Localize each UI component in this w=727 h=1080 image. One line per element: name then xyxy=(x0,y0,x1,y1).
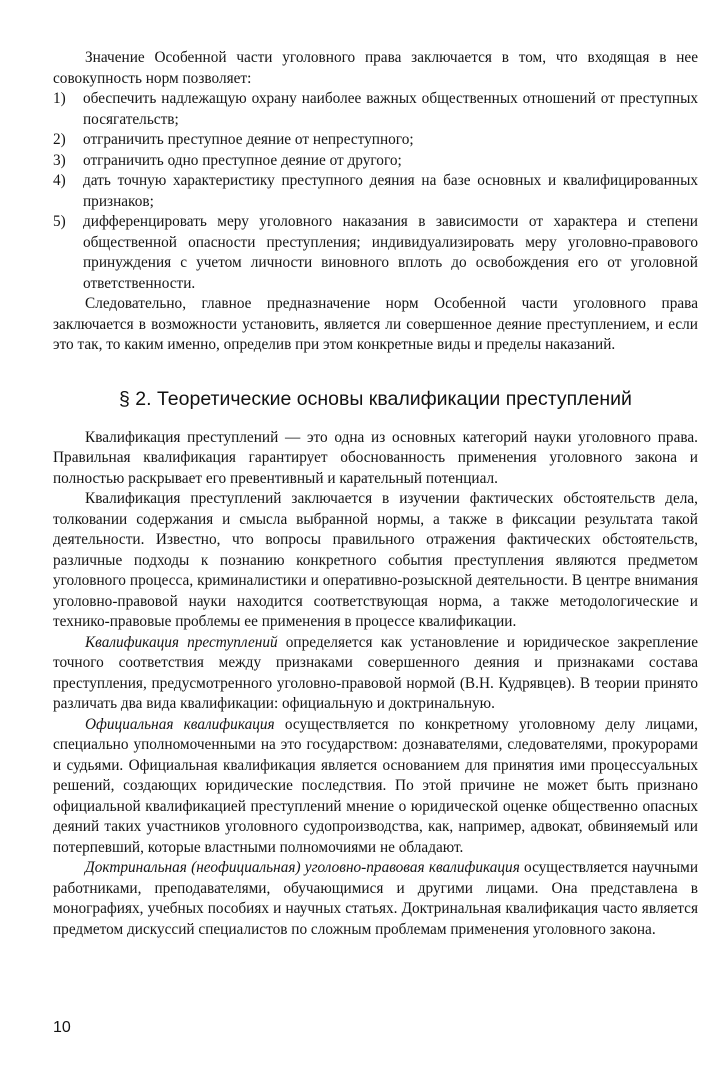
list-item xyxy=(53,130,698,151)
list-item xyxy=(53,171,698,212)
list-item-number: 5) xyxy=(53,213,66,230)
intro-paragraph: Значение Особенной части уголовного права заключается в том, что входящая в нее совокупность норм позволяет: xyxy=(53,49,698,87)
qualification-term-paragraph xyxy=(53,633,698,715)
qualification-process-paragraph: Квалификация преступлений заключается в изучении фактических обстоятельств дела, толковании содержания и смысла выбранной нормы, а также в фиксации результата такой деятельности. Известно, что вопросы правильного отражения фактических обстоятельств, различные подходы к познанию конкретного события преступления являются предметом уголовного процесса, криминалистики и оперативно-розыскной деятельности. В центре внимания уголовно-правовой науки находится соответствующая норма, а также методологические и технико-правовые проблемы ее применения в процессе квалификации. xyxy=(53,490,698,630)
list-item-text: дифференцировать меру уголовного наказания в зависимости от характера и степени общественной опасности преступления; индивидуализировать меру уголовно-правового принуждения с учетом личности виновного вплоть до освобождения его от уголовной ответственности. xyxy=(83,213,698,292)
paragraph-text: определяется как установление и юридическое закрепление точного соответствия между признаками совершенного деяния и признаками состава преступления, предусмотренного уголовно-правовой нормой (В.Н. Кудрявцев). В теории принято различать два вида квалификации: официальную и доктринальную. xyxy=(53,633,699,712)
list-item-number: 3) xyxy=(53,151,66,169)
list-item xyxy=(53,151,698,172)
significance-list xyxy=(53,89,698,294)
list-item-text: отграничить преступное деяние от непреступного; xyxy=(83,131,414,148)
list-item-text: дать точную характеристику преступного деяния на базе основных и квалифицированных признаков; xyxy=(83,172,698,210)
conclusion-paragraph: Следовательно, главное предназначение норм Особенной части уголовного права заключается в возможности установить, является ли совершенное деяние преступлением, и если это так, то каким именно, определив при этом конкретные виды и пределы наказаний. xyxy=(53,295,698,353)
page-number: 10 xyxy=(53,1019,71,1036)
qualification-definition-paragraph: Квалификация преступлений — это одна из основных категорий науки уголовного права. Правильная квалификация гарантирует обоснованность применения уголовного закона и полностью раскрывает его превентивный и карательный потенциал. xyxy=(53,428,698,487)
list-item-number: 2) xyxy=(53,131,66,148)
paragraph-text: осуществляется научными работниками, преподавателями, обучающимися и другими лицами. Она представлена в монографиях, учебных пособиях и научных статьях. Доктринальная квалификация часто является предметом дискуссий специалистов по сложным проблемам применения уголовного закона. xyxy=(53,859,699,938)
italic-term: Квалификация преступлений xyxy=(85,633,278,651)
list-item-text: обеспечить надлежащую охрану наиболее важных общественных отношений от преступных посягательств; xyxy=(83,90,698,128)
italic-term: Доктринальная (неофициальная) уголовно-правовая квалификация xyxy=(85,859,520,876)
list-item-text: отграничить одно преступное деяние от другого; xyxy=(83,151,402,169)
doctrinal-qualification-paragraph xyxy=(53,858,698,940)
section-heading: § 2. Теоретические основы квалификации преступлений xyxy=(119,387,632,410)
page-body xyxy=(53,48,698,940)
italic-term: Официальная квалификация xyxy=(85,715,275,733)
paragraph-text: осуществляется по конкретному уголовному делу лицами, специально уполномоченными на это государством: дознавателями, следователями, прокурорами и судьями. Официальная квалификация является основанием для принятия ими процессуальных решений, создающих юридические последствия. По этой причине не может быть признано официальной квалификацией преступлений мнение о юридической оценке общественно опасных деяний таких участников уголовного судопроизводства, как, например, адвокат, обвиняемый или потерпевший, которые властными полномочиями не обладают. xyxy=(53,715,698,856)
official-qualification-paragraph xyxy=(53,715,698,859)
list-item-number: 4) xyxy=(53,172,66,189)
list-item xyxy=(53,212,698,294)
list-item-number: 1) xyxy=(53,90,66,107)
list-item xyxy=(53,89,698,130)
